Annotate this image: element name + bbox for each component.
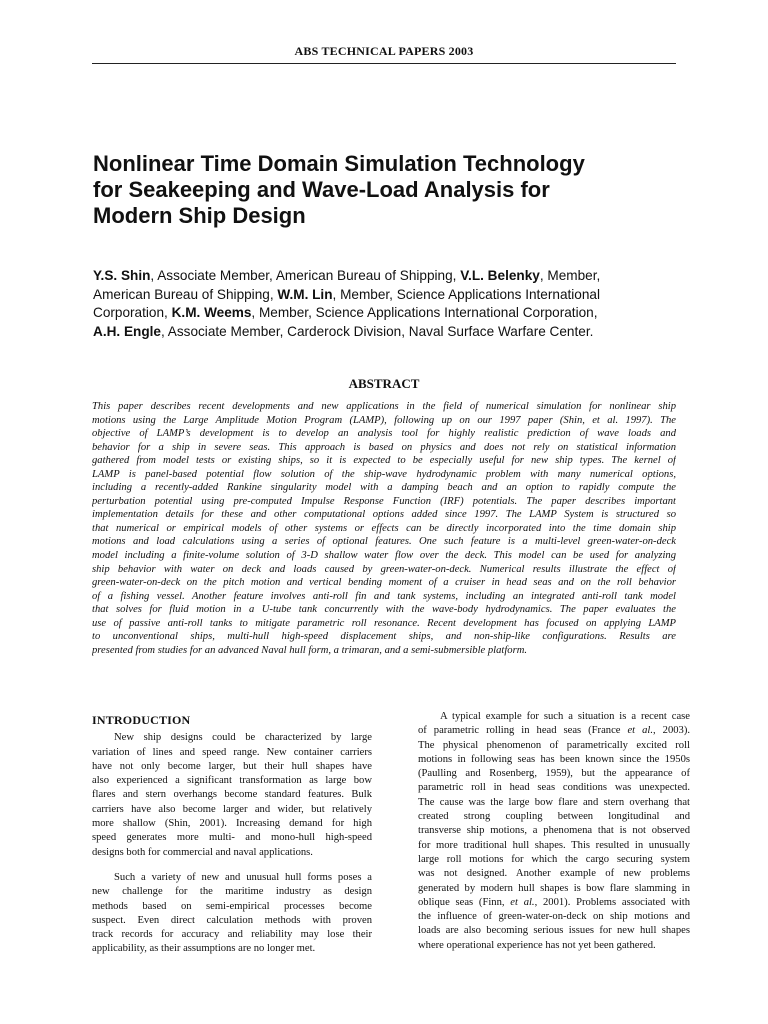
author-affiliation: American Bureau of Shipping, [93,286,278,302]
text-line: perturbation potential using pre-computed Impulse Response Function (IRF) potentials. The paper describes important [92,495,676,507]
author-line [93,286,685,305]
text-line: of a fishing vessel. Another feature involves anti-roll fin and tank systems, including an integrated anti-roll tank model [92,590,676,602]
text-line: methods based on semi-empirical processes become [92,900,372,912]
text-line: loads are also becoming serious issues for new hull shapes [418,925,690,937]
text-line: new challenge for the maritime industry as design [92,886,372,898]
text-line: large roll motions for which the cargo securing system [418,853,690,865]
author-list [93,267,685,341]
abstract-heading: ABSTRACT [348,376,420,391]
text-line: variation of lines and speed range. New container carriers [92,746,372,758]
text-line: LAMP is panel-based potential flow solution of the ship-wave hydrodynamic problem with many numerical options, [92,468,676,480]
text-line: presented from studies for an advanced Naval hull form, a trimaran, and a semi-submersible platform. [92,644,528,656]
title-line: Modern Ship Design [93,203,306,228]
text-line: green-water-on-deck on the pitch motion and vertical bending moment of a cruiser in head seas and on the roll behavior [92,577,676,589]
abstract-body [92,400,676,657]
text-line: applicability, as their assumptions are no longer met. [92,943,316,955]
text-line: track records for accuracy and reliability may lose their [92,929,372,941]
author-affiliation: , Associate Member, American Bureau of Shipping, [150,268,461,283]
text-line: carriers have also become larger and wider, but relatively [92,803,372,815]
text-line: created strong coupling between longitudinal and [418,811,690,823]
author-name: K.M. Weems [171,305,252,320]
text-line: gathered from model tests or existing ships, so it is expected to be especially useful for new ship types. The kernel of [92,455,676,467]
text-line: speed generates more multi- and mono-hull high-speed [92,832,372,844]
author-affiliation: , Member, Science Applications International Corporation, [251,305,598,320]
section-heading-introduction: INTRODUCTION [92,713,191,727]
text-line: use of passive anti-roll tanks to mitigate parametric roll resonance. Recent development has focused on applying LAMP [92,617,676,629]
author-name: A.H. Engle [93,323,161,339]
text-line: implementation details for these and other computational options added since 1997. The LAMP System is structured so [92,509,676,521]
text-line: objective of LAMP’s development is to develop an analysis tool for highly realistic prediction of wave loads and [92,428,676,440]
left-column [92,710,372,968]
text-line: parametric roll in head seas conditions was unexpected. [418,782,690,794]
author-line [93,323,685,342]
text-line: that solves for fluid motion in a U-tube tank concurrently with the wave-body hydrodynamics. The paper evaluates the [92,604,676,616]
text-line: The physical phenomenon of parametrically excited roll [418,739,690,751]
text-line: The cause was the large bow flare and stern overhang that [418,796,690,808]
author-affiliation: , Associate Member, Carderock Division, Naval Surface Warfare Center. [160,323,594,339]
text-line: suspect. Even direct calculation methods with proven [92,914,372,926]
text-line: New ship designs could be characterized by large [114,732,372,744]
text-line: This paper describes recent developments and new applications in the field of numerical simulation for nonlinear ship [92,401,676,412]
text-line: designs both for commercial and naval applications. [92,846,313,858]
running-head: ABS TECHNICAL PAPERS 2003 [294,44,474,58]
text-line: to unconventional ships, multi-hull high-speed displacement ships, and non-ship-like configurations. Results are [92,631,676,643]
right-column [418,710,690,964]
text-line: for more traditional hull shapes. This resulted in unusually [418,839,690,851]
paper-title [93,151,653,229]
text-line: motions using the Large Amplitude Motion Program (LAMP), following up on our 1997 paper (Shin, et al. 1997). The [92,414,676,426]
body-paragraph [418,710,690,953]
author-name: Y.S. Shin [93,268,151,283]
author-name: W.M. Lin [277,286,333,302]
text-line: model including a finite-volume solution of 3-D shallow water flow over the deck. This model can be used for analyzing [92,550,676,562]
text-line: more shallow (Shin, 2001). Increasing demand for high [92,818,372,830]
text-line: transverse ship motions, a phenomena that is not observed [418,825,690,837]
text-line: including a recently-added Rankine singularity model with a damping beach and an option to rapidly compute the [92,482,676,494]
text-line: generated by modern hull shapes is bow flare slamming in [418,882,690,894]
text-line: the influence of green-water-on-deck on ship motions and [418,911,690,923]
body-paragraph [92,871,372,957]
text-line: ship behavior with water on deck and loads caused by green-water-on-deck. Numerical results illustrate the effect of [92,563,676,575]
title-line: Nonlinear Time Domain Simulation Technology [93,151,585,176]
text-line: (Paulling and Rosenberg, 1959), but the appearance of [418,768,690,780]
title-line: for Seakeeping and Wave-Load Analysis for [93,177,550,202]
text-line: was not designed. Another example of new problems [418,868,690,880]
author-affiliation: , Member, [539,268,601,283]
text-line: have not only become larger, but their hull shapes have [92,760,372,772]
text-line: motions in following seas has been known since the 1950s [418,753,690,765]
author-affiliation: , Member, Science Applications International [332,286,601,302]
author-name: V.L. Belenky [460,268,540,283]
text-line: also experienced a significant transformation as large bow [92,775,372,787]
text-line: Such a variety of new and unusual hull forms poses a [114,871,372,883]
text-line: where operational experience has not yet been gathered. [418,939,656,951]
text-line: A typical example for such a situation is a recent case [440,711,690,722]
header-rule [92,63,676,64]
text-line: behavior for a ship in severe seas. This approach is based on physics and does not rely on statistical information [92,441,676,453]
body-paragraph [92,731,372,860]
author-affiliation: Corporation, [93,305,172,320]
author-line [93,267,685,286]
text-line: motions and load calculations using a series of optional features. One such feature is a multi-level green-water-on-deck [92,536,676,548]
text-line: flares and stern overhangs become standard features. Bulk [92,789,372,801]
text-line: oblique seas (Finn, et al., 2001). Problems associated with [418,896,690,908]
text-line: of parametric rolling in head seas (France et al., 2003). [418,725,690,737]
author-line [93,304,685,323]
text-line: that numerical or empirical models of other systems or effects can be directly incorporated into the time domain ship [92,522,676,534]
